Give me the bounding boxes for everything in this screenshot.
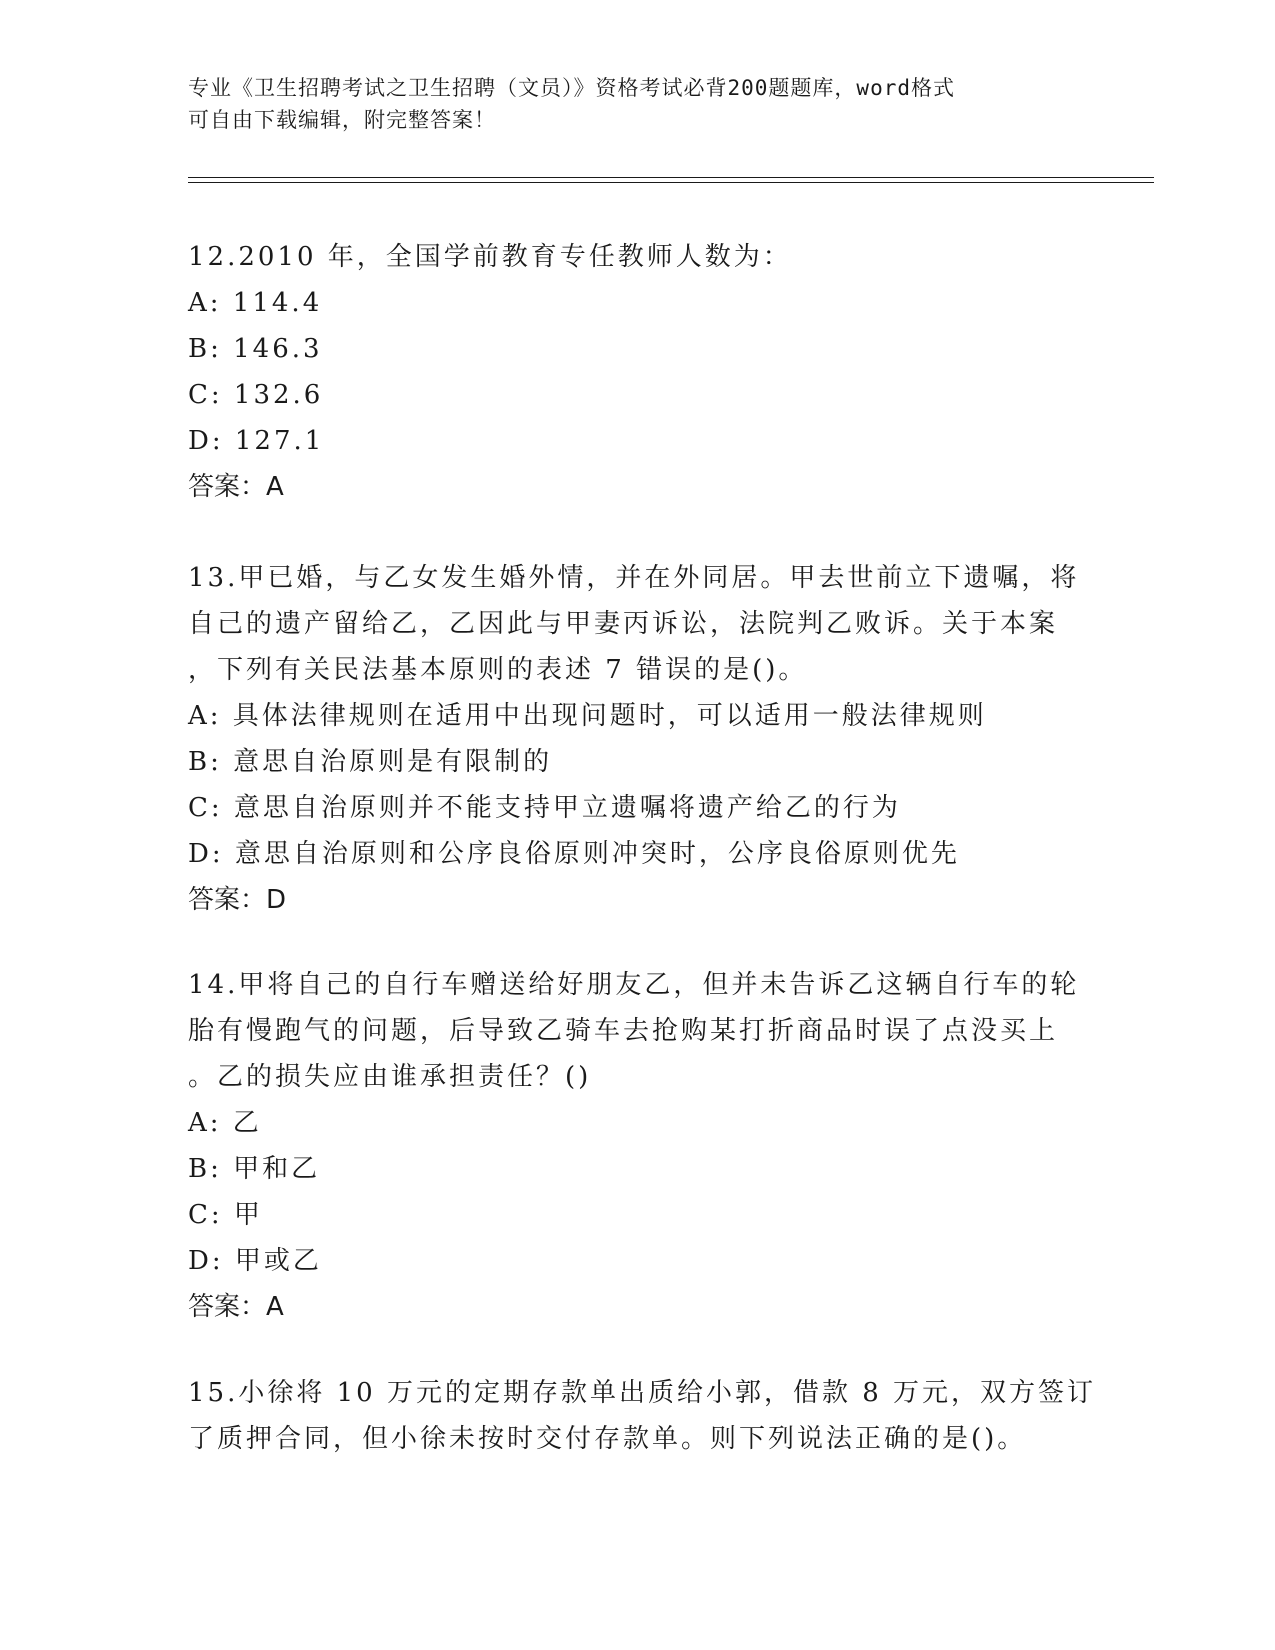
header-line-1: 专业《卫生招聘考试之卫生招聘（文员）》资格考试必背200题题库，word格式 — [188, 76, 955, 100]
answer-line: 答案：D — [188, 885, 287, 915]
question-13 — [188, 555, 1088, 923]
answer-line: 答案：A — [188, 472, 284, 502]
option-c: C: 意思自治原则并不能支持甲立遗嘱将遗产给乙的行为 — [188, 793, 901, 823]
option-d: D: 127.1 — [188, 426, 325, 456]
option-d: D: 意思自治原则和公序良俗原则冲突时，公序良俗原则优先 — [188, 839, 960, 869]
question-12 — [188, 234, 1088, 510]
header-line-2: 可自由下载编辑，附完整答案！ — [188, 108, 496, 132]
question-stem: 12.2010 年，全国学前教育专任教师人数为： — [188, 242, 792, 272]
document-header — [188, 72, 1088, 136]
option-a: A: 乙 — [188, 1108, 262, 1138]
option-b: B: 146.3 — [188, 334, 323, 364]
question-14 — [188, 962, 1088, 1330]
question-stem: 了质押合同，但小徐未按时交付存款单。则下列说法正确的是()。 — [188, 1424, 1027, 1454]
question-stem: 15.小徐将 10 万元的定期存款单出质给小郭，借款 8 万元，双方签订 — [188, 1378, 1097, 1408]
option-a: A: 114.4 — [188, 288, 323, 318]
question-stem: ，下列有关民法基本原则的表述 7 错误的是()。 — [188, 655, 808, 685]
header-divider-bottom — [188, 182, 1154, 183]
question-stem: 13.甲已婚，与乙女发生婚外情，并在外同居。甲去世前立下遗嘱，将 — [188, 563, 1080, 593]
option-c: C: 甲 — [188, 1200, 263, 1230]
answer-line: 答案：A — [188, 1292, 284, 1322]
question-stem: 自己的遗产留给乙，乙因此与甲妻丙诉讼，法院判乙败诉。关于本案 — [188, 609, 1059, 639]
option-b: B: 意思自治原则是有限制的 — [188, 747, 553, 777]
question-15 — [188, 1370, 1097, 1462]
option-c: C: 132.6 — [188, 380, 324, 410]
header-divider-top — [188, 177, 1154, 178]
question-stem: 。乙的损失应由谁承担责任？() — [188, 1062, 592, 1092]
option-a: A: 具体法律规则在适用中出现问题时，可以适用一般法律规则 — [188, 701, 987, 731]
question-stem: 14.甲将自己的自行车赠送给好朋友乙，但并未告诉乙这辆自行车的轮 — [188, 970, 1080, 1000]
option-d: D: 甲或乙 — [188, 1246, 322, 1276]
question-stem: 胎有慢跑气的问题，后导致乙骑车去抢购某打折商品时误了点没买上 — [188, 1016, 1059, 1046]
option-b: B: 甲和乙 — [188, 1154, 321, 1184]
